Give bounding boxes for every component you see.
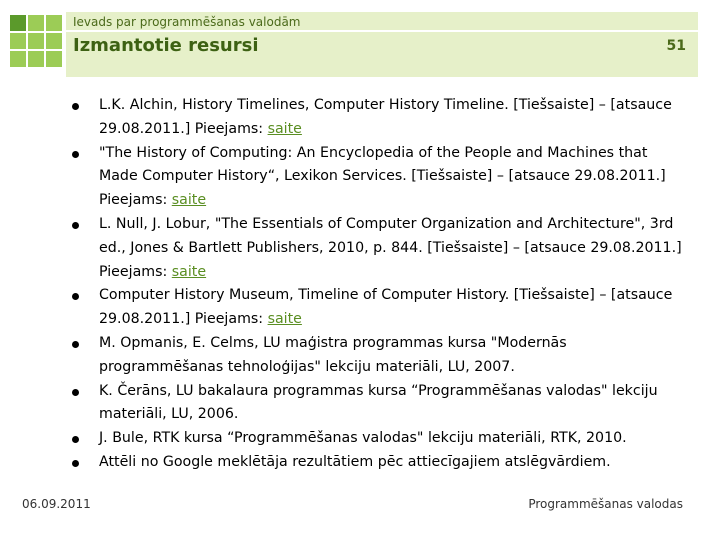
bullet-icon [72, 103, 79, 110]
reference-item [70, 332, 690, 380]
bullet-icon [72, 151, 79, 158]
reference-text: L. Null, J. Lobur, "The Essentials of Computer Organization and Architecture", 3rd ed., Jones & Bartlett Publishers, 2010, p. 844. [Tiešsaiste] – [atsauce 29.08.2011.] Pieejams: [99, 215, 682, 280]
slide-title: Izmantotie resursi [73, 35, 259, 56]
logo-square [28, 15, 44, 31]
reference-text: L.K. Alchin, History Timelines, Computer History Timeline. [Tiešsaiste] – [atsauce 29.08.2011.] Pieejams: [99, 97, 672, 137]
reference-item [70, 380, 690, 428]
presentation-subtitle: Ievads par programmēšanas valodām [73, 15, 301, 29]
bullet-icon [72, 389, 79, 396]
bullet-icon [72, 436, 79, 443]
logo-square [28, 51, 44, 67]
reference-list [70, 94, 690, 475]
logo-grid [10, 15, 62, 67]
reference-link[interactable]: saite [267, 120, 302, 137]
logo-square [28, 33, 44, 49]
logo-square [46, 15, 62, 31]
footer-course-name: Programmēšanas valodas [528, 497, 683, 511]
reference-item [70, 427, 690, 451]
bullet-icon [72, 341, 79, 348]
reference-text: M. Opmanis, E. Celms, LU maģistra programmas kursa "Modernās programmēšanas tehnoloģijas" lekciju materiāli, LU, 2007. [99, 334, 567, 375]
reference-link[interactable]: saite [267, 311, 302, 328]
logo-square [46, 33, 62, 49]
reference-text: J. Bule, RTK kursa “Programmēšanas valodas" lekciju materiāli, RTK, 2010. [99, 430, 627, 447]
reference-item [70, 213, 690, 284]
logo-square [10, 15, 26, 31]
reference-item [70, 284, 690, 332]
reference-item [70, 142, 690, 213]
reference-text: Attēli no Google meklētāja rezultātiem pēc attiecīgajiem atslēgvārdiem. [99, 453, 611, 470]
reference-text: "The History of Computing: An Encyclopedia of the People and Machines that Made Computer History“, Lexikon Services. [Tiešsaiste] – [atsauce 29.08.2011.] Pieejams: [99, 144, 666, 209]
reference-item [70, 94, 690, 142]
reference-text: Computer History Museum, Timeline of Computer History. [Tiešsaiste] – [atsauce 29.08.2011.] Pieejams: [99, 287, 673, 328]
bullet-icon [72, 460, 79, 467]
logo-square [10, 33, 26, 49]
bullet-icon [72, 293, 79, 300]
footer-date: 06.09.2011 [22, 497, 91, 511]
reference-text: K. Čerāns, LU bakalaura programmas kursa “Programmēšanas valodas" lekciju materiāli, LU, 2006. [99, 382, 658, 423]
bullet-icon [72, 222, 79, 229]
reference-link[interactable]: saite [171, 192, 207, 209]
reference-item [70, 451, 690, 475]
logo-square [46, 51, 62, 67]
reference-link[interactable]: saite [171, 263, 207, 280]
page-number: 51 [666, 38, 686, 54]
logo-square [10, 51, 26, 67]
header-divider [66, 30, 698, 32]
